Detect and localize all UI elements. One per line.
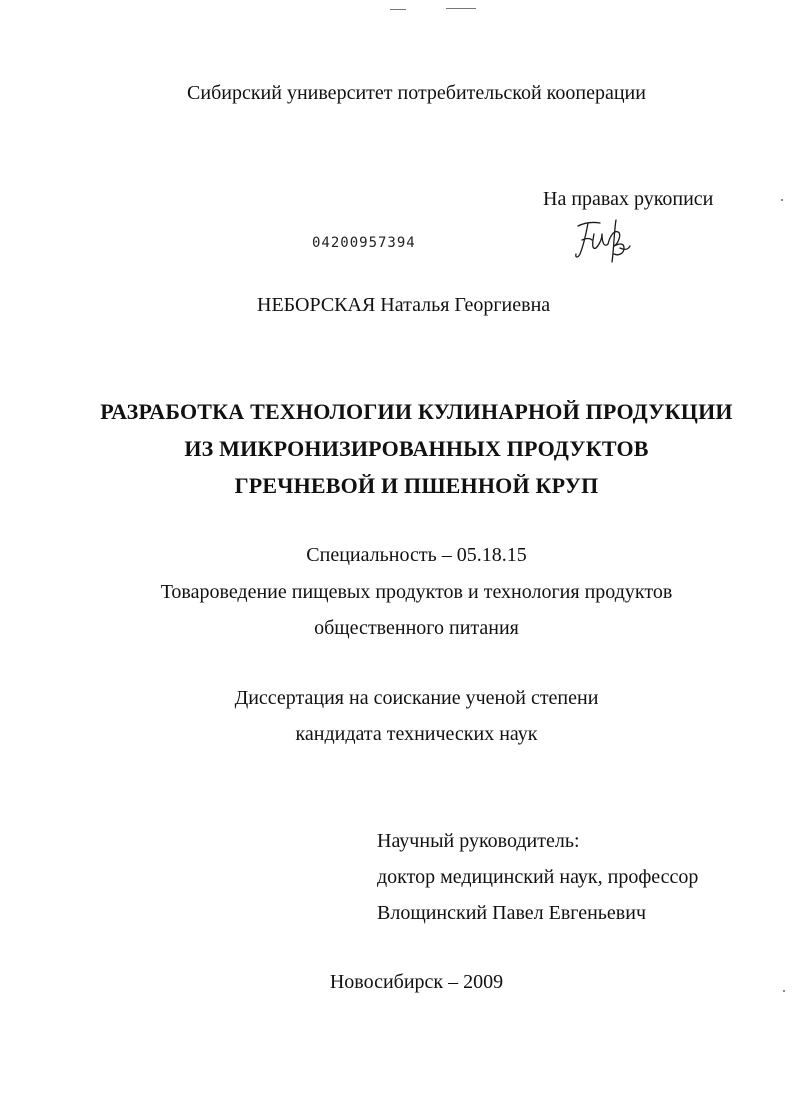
author-name: НЕБОРСКАЯ Наталья Георгиевна [257,294,551,316]
manuscript-note: На правах рукописи [543,188,714,210]
title-line-2: ИЗ МИКРОНИЗИРОВАННЫХ ПРОДУКТОВ [184,436,649,461]
scan-mark-left [390,9,406,10]
degree-line-1: Диссертация на соискание ученой степени [234,687,599,709]
supervisor-degree: доктор медицинский наук, профессор [377,866,699,888]
specialty-code: Специальность – 05.18.15 [306,544,527,566]
registration-code: 04200957394 [312,235,416,251]
specialty-name-line-1: Товароведение пищевых продуктов и технология продуктов [160,581,673,603]
scan-speck [781,199,783,201]
scan-mark-right [446,8,476,9]
specialty-name-line-2: общественного питания [314,617,519,639]
signature-icon [572,214,634,264]
city-year: Новосибирск – 2009 [329,971,504,993]
university-name: Сибирский университет потребительской кооперации [187,82,646,104]
title-line-1: РАЗРАБОТКА ТЕХНОЛОГИИ КУЛИНАРНОЙ ПРОДУКЦИИ [100,399,733,424]
scan-speck [783,990,785,992]
title-line-3: ГРЕЧНЕВОЙ И ПШЕННОЙ КРУП [234,473,599,498]
supervisor-label: Научный руководитель: [377,830,580,852]
supervisor-name: Влощинский Павел Евгеньевич [377,902,647,924]
degree-line-2: кандидата технических наук [295,723,538,745]
